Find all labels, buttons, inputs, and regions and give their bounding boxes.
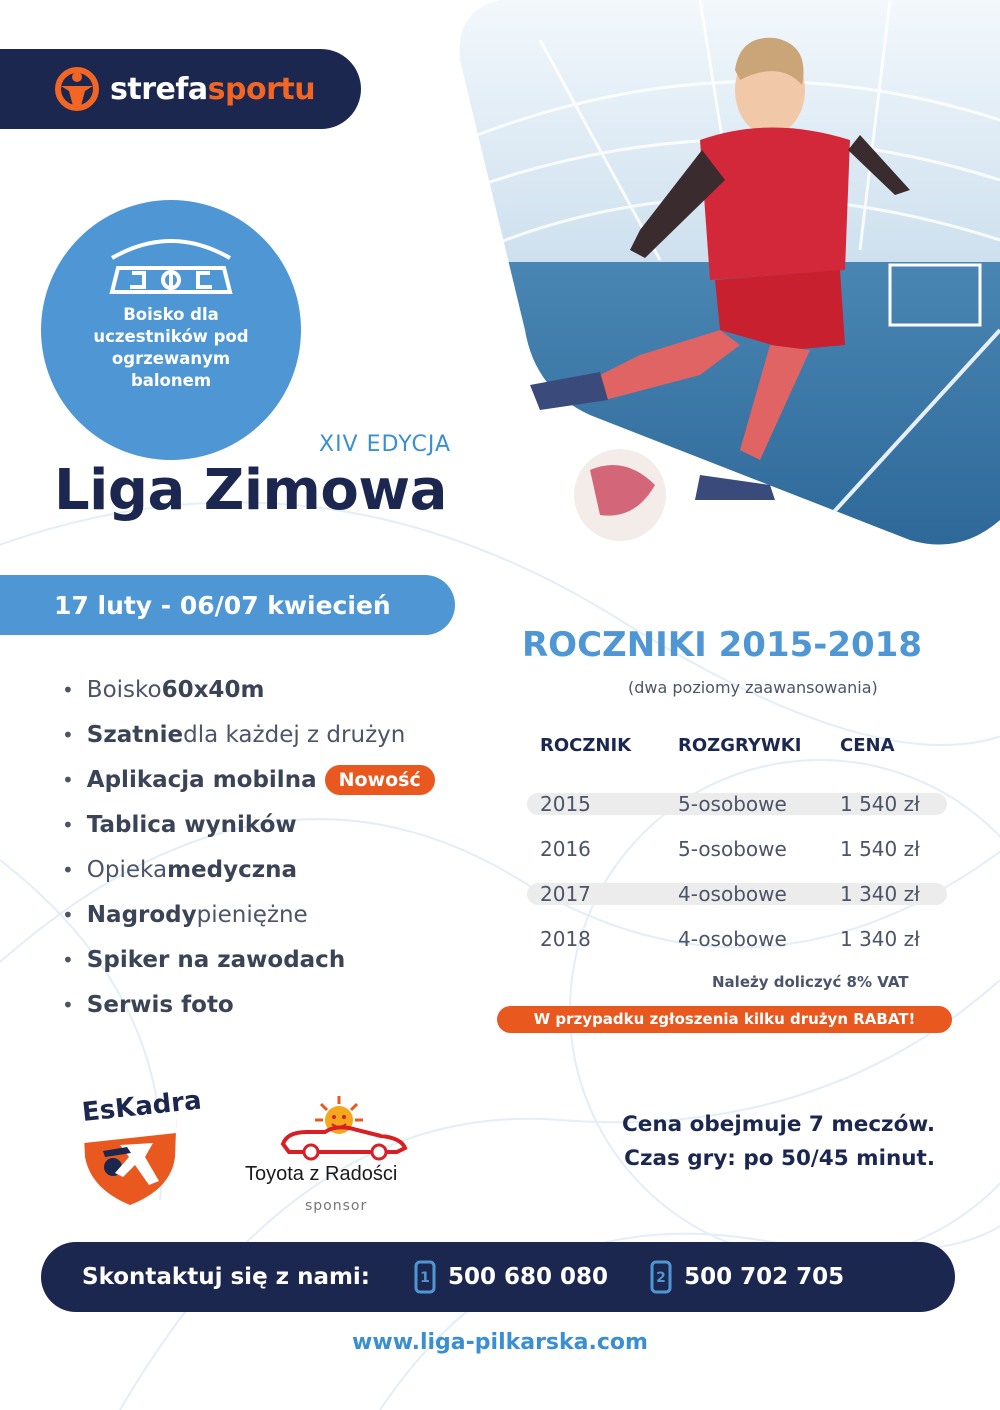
toyota-sponsor-name: Toyota z Radości <box>245 1163 398 1185</box>
phone-2[interactable] <box>650 1260 844 1294</box>
column-header-games: ROZGRYWKI <box>678 735 802 756</box>
column-header-price: CENA <box>840 735 895 756</box>
table-row: 2017 4-osobowe 1 340 zł <box>527 871 947 916</box>
phone-icon <box>414 1260 436 1294</box>
date-range-text: 17 luty - 06/07 kwiecień <box>54 590 391 620</box>
feature-item: • Spiker na zawodach <box>62 937 435 982</box>
phone-number-1: 500 680 080 <box>448 1264 609 1290</box>
svg-text:2: 2 <box>656 1270 666 1286</box>
discount-banner: W przypadku zgłoszenia kilku drużyn RABAT! <box>497 1006 952 1033</box>
svg-text:1: 1 <box>420 1270 430 1286</box>
football-pitch-icon <box>98 228 244 298</box>
eskadra-logo <box>75 1085 203 1207</box>
phone-number-2: 500 702 705 <box>684 1264 845 1290</box>
age-groups-title: ROCZNIKI 2015-2018 <box>522 625 922 665</box>
table-row: 2016 5-osobowe 1 540 zł <box>540 836 920 861</box>
page-title: Liga Zimowa <box>54 458 447 523</box>
feature-item: • Szatnie dla każdej z drużyn <box>62 712 435 757</box>
pitch-info-badge <box>41 200 301 460</box>
sponsor-label: sponsor <box>305 1198 368 1214</box>
date-range-bar <box>0 575 455 635</box>
phone-1[interactable] <box>414 1260 608 1294</box>
feature-item: • Boisko 60x40m <box>62 667 435 712</box>
website-link[interactable]: www.liga-pilkarska.com <box>352 1330 648 1355</box>
brand-name-part1: strefa <box>110 71 208 107</box>
edition-label: XIV EDYCJA <box>319 432 451 457</box>
feature-item: • Serwis foto <box>62 982 435 1027</box>
table-row: 2018 4-osobowe 1 340 zł <box>540 926 920 951</box>
vat-note: Należy doliczyć 8% VAT <box>712 973 909 991</box>
eskadra-logo-text: EsKadra <box>80 1085 203 1128</box>
new-badge: Nowość <box>325 765 435 795</box>
brand-logo-bar <box>0 49 361 129</box>
feature-item: • Tablica wyników <box>62 802 435 847</box>
price-table <box>527 735 947 961</box>
age-groups-subtitle: (dwa poziomy zaawansowania) <box>628 678 878 697</box>
brand-name <box>110 72 315 107</box>
feature-item: • Opieka medyczna <box>62 847 435 892</box>
person-circle-logo-icon <box>54 66 100 112</box>
contact-bar <box>41 1242 955 1312</box>
phone-icon <box>650 1260 672 1294</box>
column-header-year: ROCZNIK <box>540 735 632 756</box>
table-row: 2015 5-osobowe 1 540 zł <box>527 781 947 826</box>
table-header <box>527 735 947 761</box>
contact-label: Skontaktuj się z nami: <box>82 1264 371 1290</box>
badge-text: Boisko dla uczestników pod ogrzewanym balonem <box>93 305 249 390</box>
brand-name-part2: sportu <box>207 71 316 107</box>
price-info-line2: Czas gry: po 50/45 minut. <box>624 1146 935 1171</box>
price-info <box>622 1108 935 1176</box>
toyota-car-sun-icon <box>277 1092 417 1162</box>
feature-item: • Nagrody pieniężne <box>62 892 435 937</box>
price-info-line1: Cena obejmuje 7 meczów. <box>621 1112 935 1137</box>
hero-photo-boy-kicking-ball <box>440 0 1000 550</box>
features-list <box>62 667 435 1027</box>
feature-item: • Aplikacja mobilna Nowość <box>62 757 435 802</box>
